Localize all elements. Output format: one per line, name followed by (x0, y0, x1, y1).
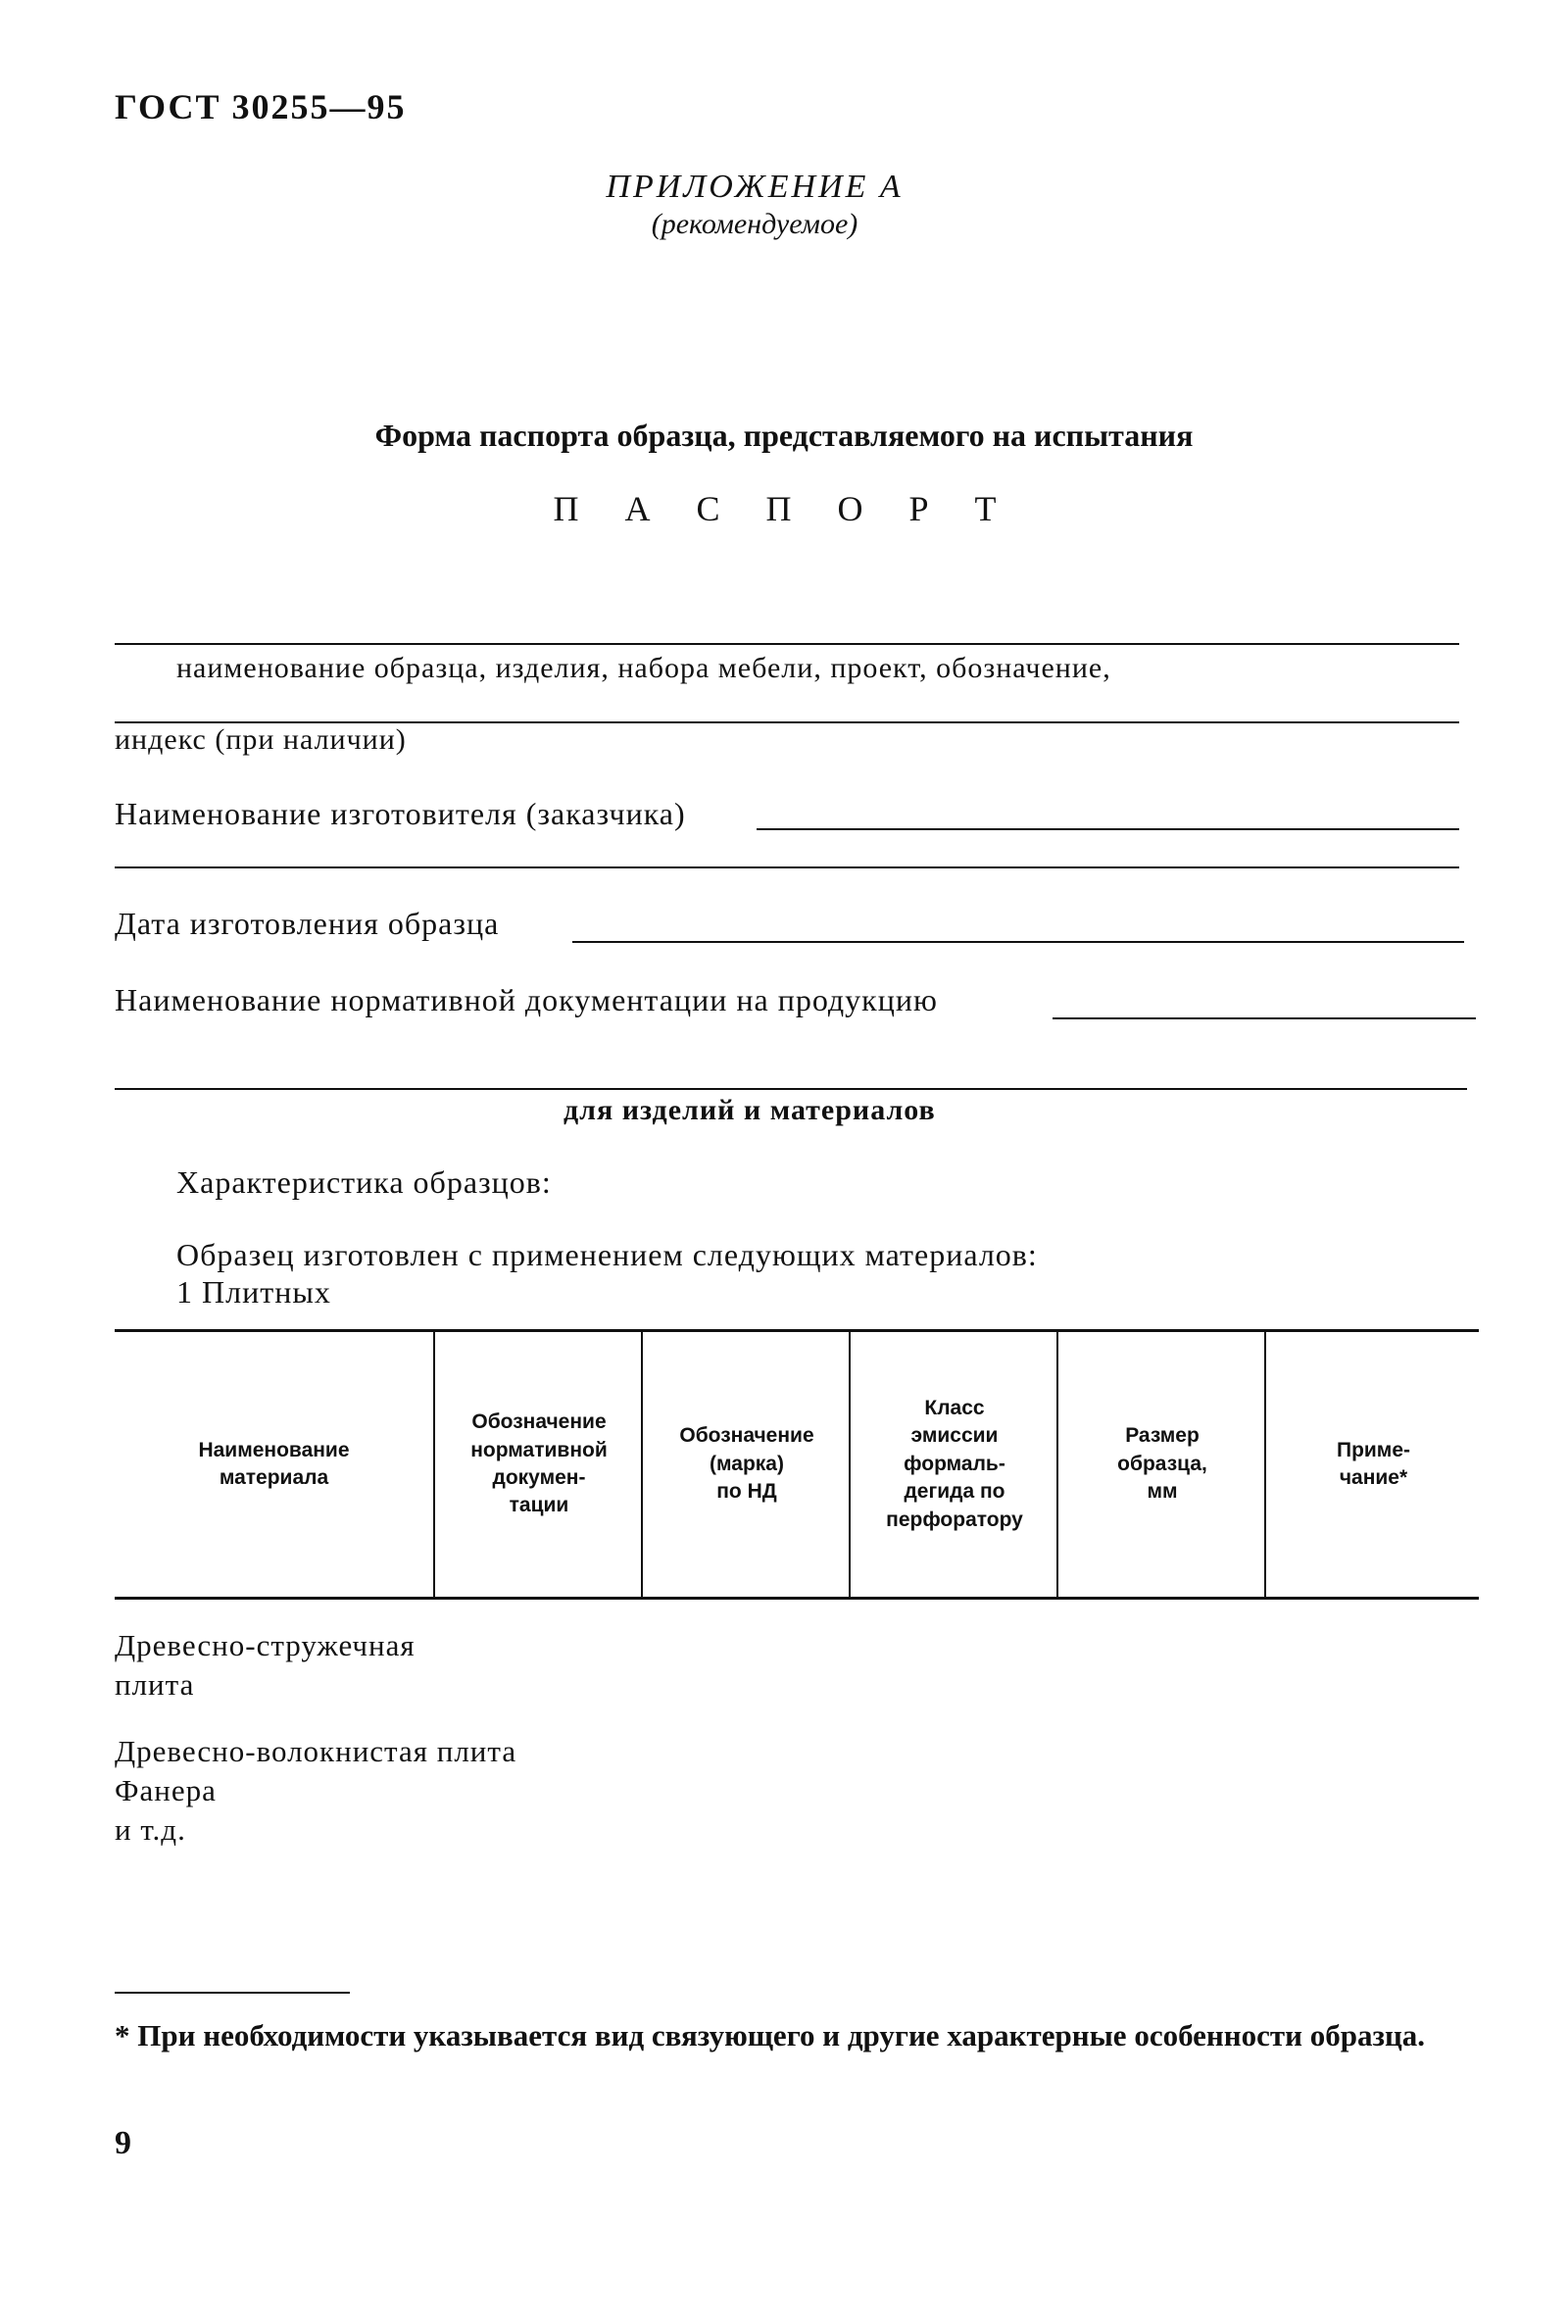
sample-index-caption: индекс (при наличии) (115, 723, 407, 756)
manufacturer-label: Наименование изготовителя (заказчика) (115, 796, 686, 831)
material-row: Древесно-стружечная (115, 1628, 416, 1662)
table-header-cell: Приме- чание* (1264, 1332, 1481, 1597)
table-header-cell: Наименование материала (198, 1438, 350, 1489)
passport-heading: П А С П О Р Т (553, 489, 1015, 528)
norm-doc-line[interactable] (1053, 1017, 1476, 1019)
sample-name-line (115, 643, 1459, 645)
date-line[interactable] (572, 941, 1464, 943)
table-header-cell: Обозначение нормативной докумен- тации (433, 1332, 643, 1597)
document-code: ГОСТ 30255—95 (115, 87, 407, 126)
sample-name-caption: наименование образца, изделия, набора мебели, проект, обозначение, (176, 652, 1111, 684)
table-header-cell: Класс эмиссии формаль- дегида по перфоратору (849, 1332, 1058, 1597)
manufacturer-extra-line[interactable] (115, 866, 1459, 868)
characteristics-label: Характеристика образцов: (176, 1164, 552, 1200)
material-row: Древесно-волокнистая плита (115, 1734, 517, 1768)
appendix-title: ПРИЛОЖЕНИЕ А (606, 169, 904, 205)
materials-table (115, 1329, 1479, 1600)
appendix-note: (рекомендуемое) (651, 208, 858, 240)
material-row: и т.д. (115, 1812, 186, 1847)
page-number: 9 (115, 2125, 131, 2161)
for-items-caption: для изделий и материалов (564, 1094, 936, 1126)
manufacturer-line[interactable] (757, 828, 1459, 830)
norm-doc-label: Наименование нормативной документации на продукцию (115, 982, 938, 1017)
material-row: плита (115, 1667, 195, 1702)
footnote: * При необходимости указывается вид связующего и другие характерные особенности образца. (115, 2018, 1426, 2052)
table-header-cell: Обозначение (марка) по НД (641, 1332, 851, 1597)
norm-doc-extra-line[interactable] (115, 1088, 1467, 1090)
footnote-separator (115, 1992, 350, 1994)
table-header-cell: Размер образца, мм (1056, 1332, 1266, 1597)
material-row: Фанера (115, 1773, 217, 1807)
section-title: 1 Плитных (176, 1274, 331, 1310)
form-title: Форма паспорта образца, представляемого на испытания (374, 418, 1194, 453)
materials-intro: Образец изготовлен с применением следующих материалов: (176, 1237, 1038, 1272)
date-label: Дата изготовления образца (115, 906, 500, 941)
